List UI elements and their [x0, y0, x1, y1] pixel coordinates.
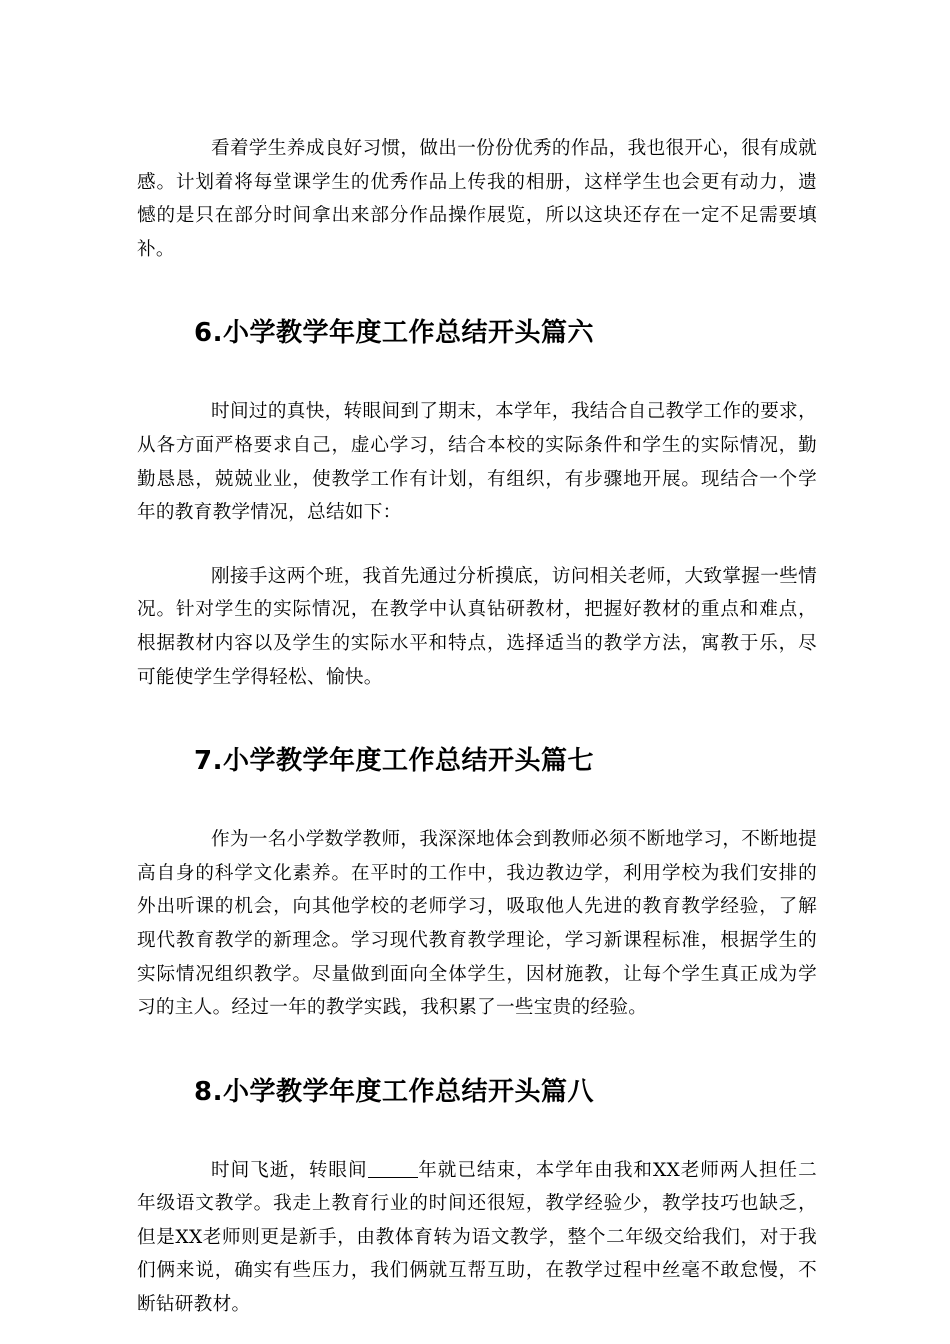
section-7-heading: 7.小学教学年度工作总结开头篇七	[194, 746, 594, 777]
section-6-paragraph-2: 刚接手这两个班，我首先通过分析摸底，访问相关老师，大致掌握一些情况。针对学生的实际情况，在教学中认真钻研教材，把握好教材的重点和难点，根据教材内容以及学生的实际水平和特点，选择适当的教学方法，寓教于乐，尽可能使学生学得轻松、愉快。	[137, 565, 817, 688]
section-6-paragraph-1: 时间过的真快，转眼间到了期末，本学年，我结合自己教学工作的要求，从各方面严格要求自己，虚心学习，结合本校的实际条件和学生的实际情况，勤勤恳恳，兢兢业业，使教学工作有计划，有组织，有步骤地开展。现结合一个学年的教育教学情况，总结如下：	[137, 401, 817, 524]
section-8-text-before-blank: 时间飞逝，转眼间	[211, 1159, 368, 1181]
fill-in-blank	[368, 1158, 418, 1178]
intro-paragraph: 看着学生养成良好习惯，做出一份份优秀的作品，我也很开心，很有成就感。计划着将每堂课学生的优秀作品上传我的相册，这样学生也会更有动力，遗憾的是只在部分时间拿出来部分作品操作展览，所以这块还存在一定不足需要填补。	[137, 138, 817, 260]
document-page	[137, 132, 817, 1322]
section-8-paragraph-1	[137, 1154, 817, 1322]
section-6-heading: 6.小学教学年度工作总结开头篇六	[194, 318, 594, 349]
section-7-paragraph-1: 作为一名小学数学教师，我深深地体会到教师必须不断地学习，不断地提高自身的科学文化素养。在平时的工作中，我边教边学，利用学校为我们安排的外出听课的机会，向其他学校的老师学习，吸取他人先进的教育教学经验，了解现代教育教学的新理念。学习现代教育教学理论，学习新课程标准，根据学生的实际情况组织教学。尽量做到面向全体学生，因材施教，让每个学生真正成为学习的主人。经过一年的教学实践，我积累了一些宝贵的经验。	[137, 829, 817, 1019]
section-8-text-after-blank: 年就已结束，本学年由我和XX老师两人担任二年级语文教学。我走上教育行业的时间还很短，教学经验少，教学技巧也缺乏，但是XX老师则更是新手，由教体育转为语文教学，整个二年级交给我们，对于我们俩来说，确实有些压力，我们俩就互帮互助，在教学过程中丝毫不敢怠慢，不断钻研教材。	[137, 1159, 818, 1316]
section-8-heading: 8.小学教学年度工作总结开头篇八	[194, 1076, 594, 1107]
